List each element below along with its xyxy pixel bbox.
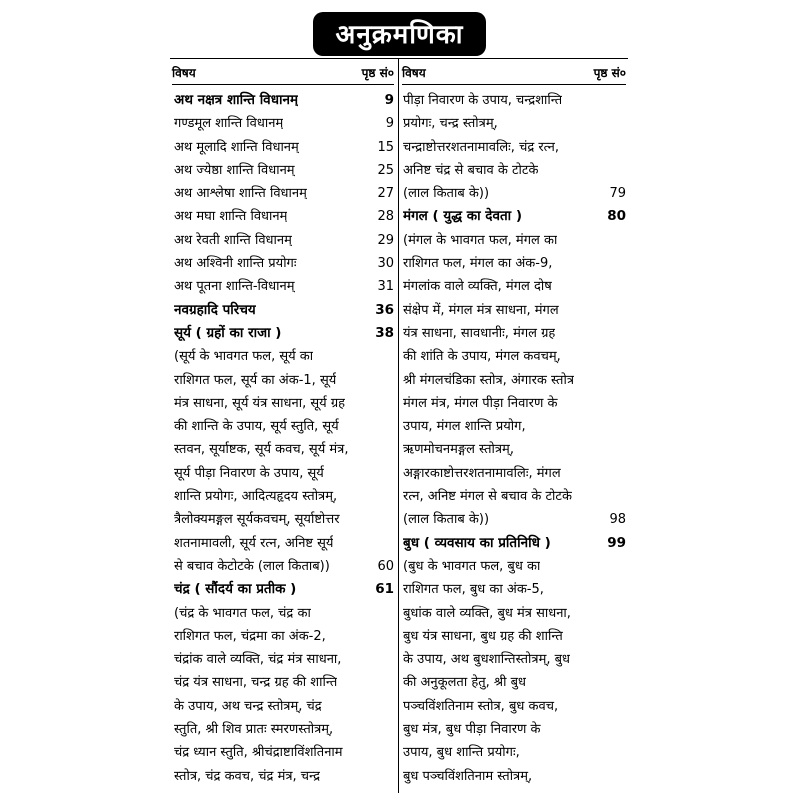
entry-text: (चंद्र के भावगत फल, चंद्र का bbox=[174, 605, 311, 621]
entry-text: मंत्र साधना, सूर्य यंत्र साधना, सूर्य ग्रह bbox=[174, 395, 346, 411]
entry-text: चंद्रांक वाले व्यक्ति, चंद्र मंत्र साधना, bbox=[174, 652, 342, 668]
entry-page-number: 80 bbox=[607, 208, 626, 225]
entry-page-number bbox=[604, 555, 626, 578]
index-entry bbox=[174, 462, 394, 485]
entry-page-number bbox=[604, 112, 626, 135]
entry-page-number: 60 bbox=[377, 558, 394, 574]
entry-page-number: 79 bbox=[609, 186, 626, 202]
index-entry bbox=[403, 229, 626, 252]
entry-page-number: 30 bbox=[377, 256, 394, 272]
entry-text: (मंगल के भावगत फल, मंगल का bbox=[403, 232, 558, 248]
entry-text: पञ्चविंशतिनाम स्तोत्र, बुध कवच, bbox=[403, 698, 559, 714]
index-entry bbox=[174, 252, 394, 275]
subject-header: विषय bbox=[172, 65, 196, 80]
entry-page-number bbox=[604, 322, 626, 345]
entry-text: उपाय, मंगल शान्ति प्रयोग, bbox=[403, 419, 526, 435]
entry-page-number bbox=[372, 625, 394, 648]
entry-page-number bbox=[372, 345, 394, 368]
entry-text: गण्डमूल शान्ति विधानम् bbox=[174, 116, 284, 132]
index-entry bbox=[174, 532, 394, 555]
entry-page-number bbox=[604, 392, 626, 415]
index-entry bbox=[403, 112, 626, 135]
entry-text: बुध मंत्र, बुध पीड़ा निवारण के bbox=[403, 722, 541, 738]
entry-text: अथ रेवती शान्ति विधानम् bbox=[174, 232, 292, 248]
entry-text: से बचाव केटोटके (लाल किताब)) bbox=[174, 558, 330, 574]
entry-page-number bbox=[604, 415, 626, 438]
entry-page-number bbox=[604, 765, 626, 788]
entry-text: त्रैलोक्यमङ्गल सूर्यकवचम्, सूर्याष्टोत्तर bbox=[174, 512, 340, 528]
entry-text: ऋणमोचनमङ्गल स्तोत्रम्, bbox=[403, 442, 514, 458]
entry-text: मंगल ( युद्ध का देवता ) bbox=[403, 208, 523, 225]
index-entry bbox=[174, 229, 394, 252]
index-entry bbox=[174, 508, 394, 531]
entry-page-number bbox=[372, 671, 394, 694]
entry-text: संक्षेप में, मंगल मंत्र साधना, मंगल bbox=[403, 302, 559, 318]
entry-page-number bbox=[604, 275, 626, 298]
entry-page-number bbox=[372, 392, 394, 415]
entry-text: स्तवन, सूर्याष्टक, सूर्य कवच, सूर्य मंत्र, bbox=[174, 442, 349, 458]
index-entry bbox=[174, 485, 394, 508]
entry-text: अथ ज्येष्ठा शान्ति विधानम् bbox=[174, 162, 295, 178]
index-entry bbox=[174, 369, 394, 392]
entry-text: (लाल किताब के)) bbox=[403, 186, 490, 202]
index-entry bbox=[174, 648, 394, 671]
right-column-header bbox=[402, 60, 626, 85]
index-entry bbox=[403, 205, 626, 228]
index-entry bbox=[403, 322, 626, 345]
entry-text: चन्द्राष्टोत्तरशतनामावलिः, चंद्र रत्न, bbox=[403, 139, 560, 155]
index-entry bbox=[403, 275, 626, 298]
entry-text: राशिगत फल, बुध का अंक-5, bbox=[403, 582, 544, 598]
index-entry bbox=[174, 159, 394, 182]
entry-page-number bbox=[604, 648, 626, 671]
entry-text: उपाय, बुध शान्ति प्रयोगः, bbox=[403, 745, 520, 761]
entry-page-number: 31 bbox=[377, 279, 394, 295]
entry-page-number bbox=[372, 415, 394, 438]
entry-page-number bbox=[604, 695, 626, 718]
left-column bbox=[174, 89, 394, 788]
index-entry bbox=[403, 625, 626, 648]
entry-text: (सूर्य के भावगत फल, सूर्य का bbox=[174, 349, 314, 365]
index-entry bbox=[403, 485, 626, 508]
page-number-header: पृष्ठ सं० bbox=[593, 65, 626, 80]
entry-text: चंद्र यंत्र साधना, चन्द्र ग्रह की शान्ति bbox=[174, 675, 338, 691]
index-entry bbox=[403, 578, 626, 601]
entry-text: सूर्य ( ग्रहों का राजा ) bbox=[174, 324, 282, 341]
index-entry bbox=[403, 741, 626, 764]
index-entry bbox=[174, 625, 394, 648]
entry-page-number bbox=[604, 485, 626, 508]
entry-text: बुध यंत्र साधना, बुध ग्रह की शान्ति bbox=[403, 628, 563, 644]
entry-text: अथ मघा शान्ति विधानम् bbox=[174, 209, 288, 225]
entry-page-number bbox=[604, 229, 626, 252]
entry-page-number: 98 bbox=[609, 512, 626, 528]
index-entry bbox=[403, 182, 626, 205]
index-entry bbox=[174, 392, 394, 415]
entry-page-number: 27 bbox=[377, 186, 394, 202]
index-entry bbox=[403, 671, 626, 694]
index-entry bbox=[403, 392, 626, 415]
index-entry bbox=[174, 322, 394, 345]
entry-text: श्री मंगलचंडिका स्तोत्र, अंगारक स्तोत्र bbox=[403, 372, 575, 388]
entry-page-number bbox=[372, 648, 394, 671]
entry-text: की शांति के उपाय, मंगल कवचम्, bbox=[403, 349, 561, 365]
entry-text: रत्न, अनिष्ट मंगल से बचाव के टोटके bbox=[403, 489, 572, 505]
index-entry bbox=[174, 275, 394, 298]
index-entry bbox=[403, 532, 626, 555]
index-entry bbox=[403, 438, 626, 461]
index-entry bbox=[174, 415, 394, 438]
entry-page-number bbox=[604, 252, 626, 275]
index-entry bbox=[403, 695, 626, 718]
index-entry bbox=[403, 602, 626, 625]
right-column bbox=[403, 89, 626, 788]
index-entry bbox=[174, 578, 394, 601]
index-entry bbox=[403, 252, 626, 275]
entry-text: स्तोत्र, चंद्र कवच, चंद्र मंत्र, चन्द्र bbox=[174, 768, 320, 784]
entry-page-number bbox=[604, 741, 626, 764]
entry-page-number bbox=[372, 369, 394, 392]
index-entry bbox=[174, 671, 394, 694]
entry-page-number: 28 bbox=[377, 209, 394, 225]
index-entry bbox=[174, 345, 394, 368]
column-divider bbox=[398, 58, 399, 793]
entry-page-number bbox=[604, 369, 626, 392]
index-entry bbox=[174, 136, 394, 159]
index-entry bbox=[174, 205, 394, 228]
entry-text: स्तुति, श्री शिव प्रातः स्मरणस्तोत्रम्, bbox=[174, 722, 334, 738]
entry-text: यंत्र साधना, सावधानीः, मंगल ग्रह bbox=[403, 325, 556, 341]
entry-text: पीड़ा निवारण के उपाय, चन्द्रशान्ति bbox=[403, 93, 563, 108]
entry-text: के उपाय, अथ चन्द्र स्तोत्रम्, चंद्र bbox=[174, 698, 322, 714]
entry-page-number bbox=[604, 159, 626, 182]
index-entry bbox=[403, 299, 626, 322]
entry-page-number bbox=[372, 462, 394, 485]
entry-page-number bbox=[604, 438, 626, 461]
index-entry bbox=[403, 765, 626, 788]
entry-page-number: 61 bbox=[375, 581, 394, 598]
entry-text: शतनामावली, सूर्य रत्न, अनिष्ट सूर्य bbox=[174, 535, 334, 551]
index-entry bbox=[174, 182, 394, 205]
entry-page-number: 38 bbox=[375, 324, 394, 341]
index-entry bbox=[403, 508, 626, 531]
entry-page-number bbox=[372, 438, 394, 461]
index-entry bbox=[403, 648, 626, 671]
entry-page-number bbox=[604, 299, 626, 322]
entry-text: अङ्गारकाष्टोत्तरशतनामावलिः, मंगल bbox=[403, 465, 561, 481]
entry-page-number bbox=[604, 89, 626, 112]
index-entry bbox=[403, 462, 626, 485]
entry-page-number bbox=[604, 625, 626, 648]
entry-text: अथ आश्लेषा शान्ति विधानम् bbox=[174, 186, 307, 202]
index-entry bbox=[403, 159, 626, 182]
entry-text: की शान्ति के उपाय, सूर्य स्तुति, सूर्य bbox=[174, 419, 339, 435]
entry-text: मंगल मंत्र, मंगल पीड़ा निवारण के bbox=[403, 395, 558, 411]
entry-text: राशिगत फल, मंगल का अंक-9, bbox=[403, 256, 553, 272]
index-entry bbox=[174, 299, 394, 322]
entry-text: शान्ति प्रयोगः, आदित्यहृदय स्तोत्रम्, bbox=[174, 489, 338, 505]
entry-page-number: 25 bbox=[377, 162, 394, 178]
entry-page-number bbox=[604, 462, 626, 485]
index-entry bbox=[174, 741, 394, 764]
page-title: अनुक्रमणिका bbox=[313, 12, 485, 56]
entry-text: (बुध के भावगत फल, बुध का bbox=[403, 558, 541, 574]
entry-page-number: 36 bbox=[375, 301, 394, 318]
index-entry bbox=[174, 765, 394, 788]
page-number-header: पृष्ठ सं० bbox=[361, 65, 394, 80]
entry-text: प्रयोगः, चन्द्र स्तोत्रम्, bbox=[403, 116, 498, 132]
entry-text: अथ पूतना शान्ति-विधानम् bbox=[174, 279, 295, 295]
entry-page-number bbox=[372, 741, 394, 764]
index-entry bbox=[403, 718, 626, 741]
entry-text: अथ मूलादि शान्ति विधानम् bbox=[174, 139, 299, 155]
index-entry bbox=[174, 695, 394, 718]
index-entry bbox=[403, 555, 626, 578]
entry-text: बुध ( व्यवसाय का प्रतिनिधि ) bbox=[403, 534, 551, 551]
entry-page-number: 29 bbox=[377, 232, 394, 248]
entry-text: सूर्य पीड़ा निवारण के उपाय, सूर्य bbox=[174, 465, 324, 481]
entry-page-number: 9 bbox=[384, 92, 394, 108]
entry-page-number: 15 bbox=[377, 139, 394, 155]
entry-text: चंद्र ( सौंदर्य का प्रतीक ) bbox=[174, 581, 297, 598]
entry-page-number bbox=[604, 718, 626, 741]
entry-text: बुध पञ्चविंशतिनाम स्तोत्रम्, bbox=[403, 768, 533, 784]
left-column-header bbox=[172, 60, 394, 85]
entry-page-number bbox=[372, 508, 394, 531]
entry-page-number bbox=[604, 345, 626, 368]
entry-page-number bbox=[604, 602, 626, 625]
subject-header: विषय bbox=[402, 65, 426, 80]
index-entry bbox=[174, 718, 394, 741]
entry-text: के उपाय, अथ बुधशान्तिस्तोत्रम्, बुध bbox=[403, 652, 571, 668]
entry-page-number bbox=[372, 532, 394, 555]
index-entry bbox=[403, 369, 626, 392]
entry-page-number bbox=[604, 136, 626, 159]
entry-page-number bbox=[604, 578, 626, 601]
title-banner bbox=[0, 12, 799, 56]
entry-page-number bbox=[372, 695, 394, 718]
index-entry bbox=[403, 89, 626, 112]
entry-text: मंगलांक वाले व्यक्ति, मंगल दोष bbox=[403, 279, 552, 295]
entry-text: नवग्रहादि परिचय bbox=[174, 301, 256, 318]
entry-text: अथ नक्षत्र शान्ति विधानम् bbox=[174, 92, 299, 108]
entry-page-number bbox=[372, 602, 394, 625]
entry-page-number: 9 bbox=[385, 116, 394, 132]
entry-page-number bbox=[372, 485, 394, 508]
index-entry bbox=[174, 89, 394, 112]
entry-page-number bbox=[372, 765, 394, 788]
index-entry bbox=[174, 555, 394, 578]
entry-text: की अनुकूलता हेतु, श्री बुध bbox=[403, 675, 527, 691]
index-entry bbox=[174, 602, 394, 625]
entry-text: अथ अश्विनी शान्ति प्रयोगः bbox=[174, 256, 297, 272]
index-entry bbox=[174, 438, 394, 461]
entry-text: चंद्र ध्यान स्तुति, श्रीचंद्राष्टाविंशतिनाम bbox=[174, 745, 343, 761]
entry-text: राशिगत फल, चंद्रमा का अंक-2, bbox=[174, 628, 326, 644]
entry-page-number bbox=[604, 671, 626, 694]
entry-text: (लाल किताब के)) bbox=[403, 512, 490, 528]
entry-page-number bbox=[372, 718, 394, 741]
index-entry bbox=[403, 415, 626, 438]
index-entry bbox=[174, 112, 394, 135]
entry-text: राशिगत फल, सूर्य का अंक-1, सूर्य bbox=[174, 372, 337, 388]
entry-text: बुधांक वाले व्यक्ति, बुध मंत्र साधना, bbox=[403, 605, 571, 621]
index-entry bbox=[403, 345, 626, 368]
entry-page-number: 99 bbox=[607, 534, 626, 551]
entry-text: अनिष्ट चंद्र से बचाव के टोटके bbox=[403, 162, 539, 178]
index-entry bbox=[403, 136, 626, 159]
